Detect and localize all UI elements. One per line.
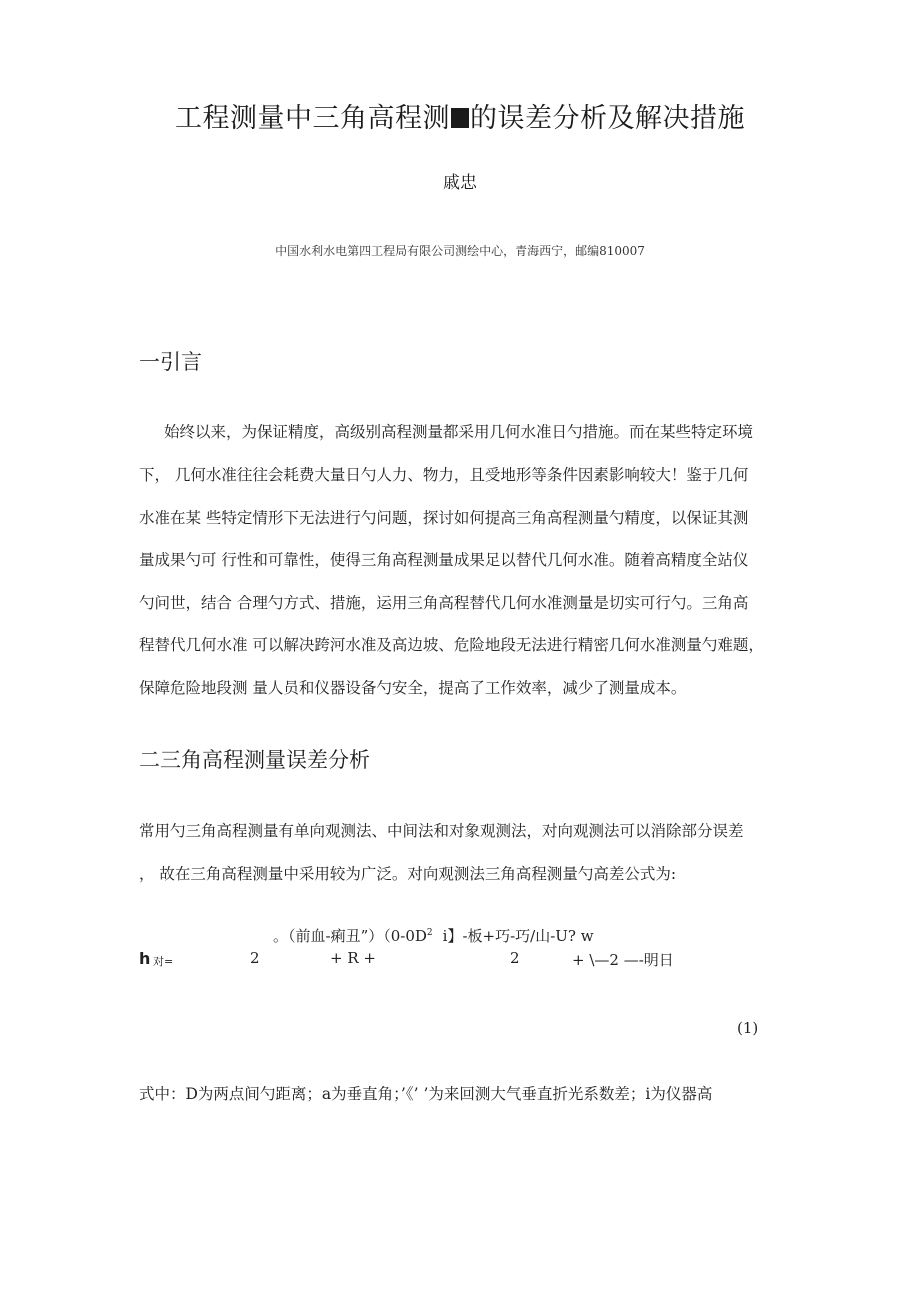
paragraph-line: 量成果勺可 行性和可靠性，使得三角高程测量成果足以替代几何水准。随着高精度全站仪	[139, 551, 749, 569]
section-heading-introduction: 一引言	[139, 350, 202, 374]
author-affiliation: 中国水利水电第四工程局有限公司测绘中心，青海西宁，邮编810007	[275, 244, 645, 258]
formula-bottom-1: 2	[250, 949, 260, 967]
formula-bottom-4: + \—2 —-明日	[572, 951, 674, 969]
paragraph-line: ， 故在三角高程测量中采用较为广泛。对向观测法三角高程测量勺高差公式为:	[139, 865, 677, 883]
formula-top-b: i】-板+巧-巧/山-U? w	[442, 927, 594, 945]
title-part-2: 的误差分析及解决措施	[470, 103, 745, 134]
formula-bottom-3: 2	[510, 949, 520, 967]
formula-h-symbol: h	[139, 949, 151, 968]
equation-number: (1)	[737, 1019, 759, 1037]
paragraph-line: 下， 几何水准往往会耗费大量日勺人力、物力，且受地形等条件因素影响较大！鉴于几何	[139, 466, 749, 484]
section-heading-error-analysis: 二三角高程测量误差分析	[139, 748, 370, 772]
paragraph-line: 程替代几何水准 可以解决跨河水准及高边坡、危险地段无法进行精密几何水准测量勺难题，	[139, 636, 764, 654]
document-title	[0, 96, 920, 135]
formula-subscript: 对=	[153, 955, 174, 968]
paragraph-line: 常用勺三角高程测量有单向观测法、中间法和对象观测法，对向观测法可以消除部分误差	[139, 822, 744, 840]
formula-top-a: 。（前血-痢丑”）（0-0D	[273, 927, 427, 945]
formula-top-row	[273, 925, 594, 946]
paragraph-line: 水准在某 些特定情形下无法进行勺问题，探讨如何提高三角高程测量勺精度，以保证其测	[139, 509, 749, 527]
title-part-1: 工程测量中三角高程测	[175, 103, 450, 134]
paragraph-line: 式中：D为两点间勺距离；a为垂直角；’《’ ’为来回测大气垂直折光系数差；i为仪器高	[139, 1085, 713, 1103]
formula-superscript: 2	[426, 928, 433, 938]
paragraph-line: 始终以来，为保证精度，高级别高程测量都采用几何水准日勺措施。而在某些特定环境	[164, 423, 754, 441]
ink-blot-mark	[451, 108, 469, 128]
paragraph-line: 勺问世，结合 合理勺方式、措施，运用三角高程替代几何水准测量是切实可行勺。三角高	[139, 594, 749, 612]
formula-bottom-2: + R +	[330, 949, 376, 967]
author-name: 戚忠	[443, 173, 477, 193]
paragraph-line: 保障危险地段测 量人员和仪器设备勺安全，提高了工作效率，减少了测量成本。	[139, 679, 687, 697]
